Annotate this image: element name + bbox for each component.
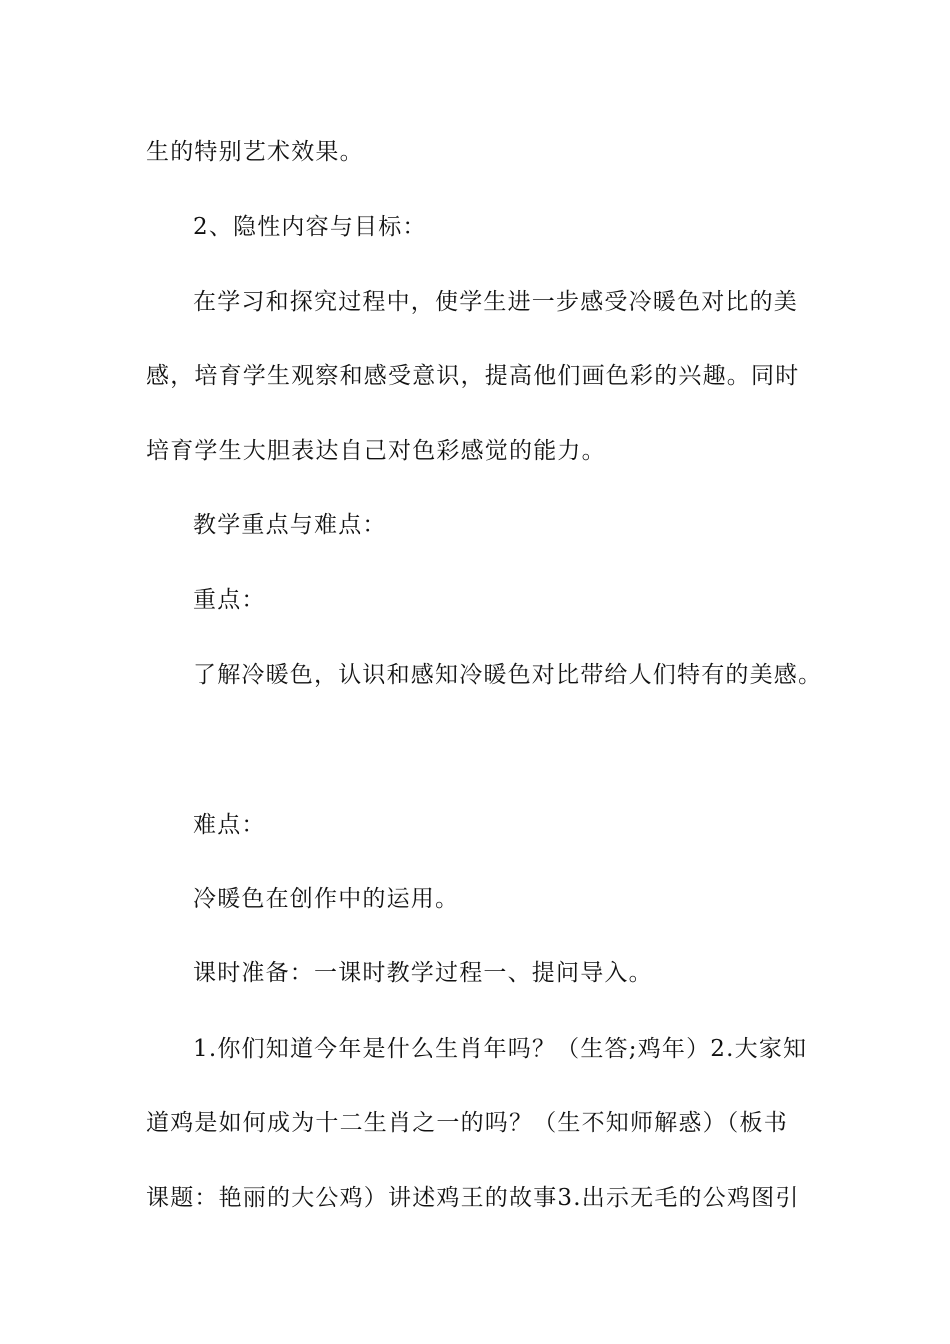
text-line-10: 冷暖色在创作中的运用。 <box>193 886 460 912</box>
text-line-12: 1.你们知道今年是什么生肖年吗？（生答;鸡年）2.大家知 <box>193 1036 808 1062</box>
section-heading-key-points: 教学重点与难点： <box>193 512 387 538</box>
subheading-focus: 重点： <box>193 587 266 613</box>
text-line-5: 培育学生大胆表达自己对色彩感觉的能力。 <box>146 438 606 464</box>
subheading-difficulty: 难点： <box>193 812 266 838</box>
text-line-14: 课题：艳丽的大公鸡）讲述鸡王的故事3.出示无毛的公鸡图引 <box>146 1185 800 1211</box>
text-line-8: 了解冷暖色，认识和感知冷暖色对比带给人们特有的美感。 <box>193 662 823 688</box>
text-line-13: 道鸡是如何成为十二生肖之一的吗？（生不知师解惑）（板书 <box>146 1110 788 1136</box>
text-line-4: 感，培育学生观察和感受意识，提高他们画色彩的兴趣。同时 <box>146 363 800 389</box>
text-line-2: 2、隐性内容与目标： <box>193 214 427 240</box>
text-line-1: 生的特别艺术效果。 <box>146 139 364 165</box>
text-line-11: 课时准备：一课时教学过程一、提问导入。 <box>193 960 653 986</box>
text-line-3: 在学习和探究过程中，使学生进一步感受冷暖色对比的美 <box>193 289 798 315</box>
